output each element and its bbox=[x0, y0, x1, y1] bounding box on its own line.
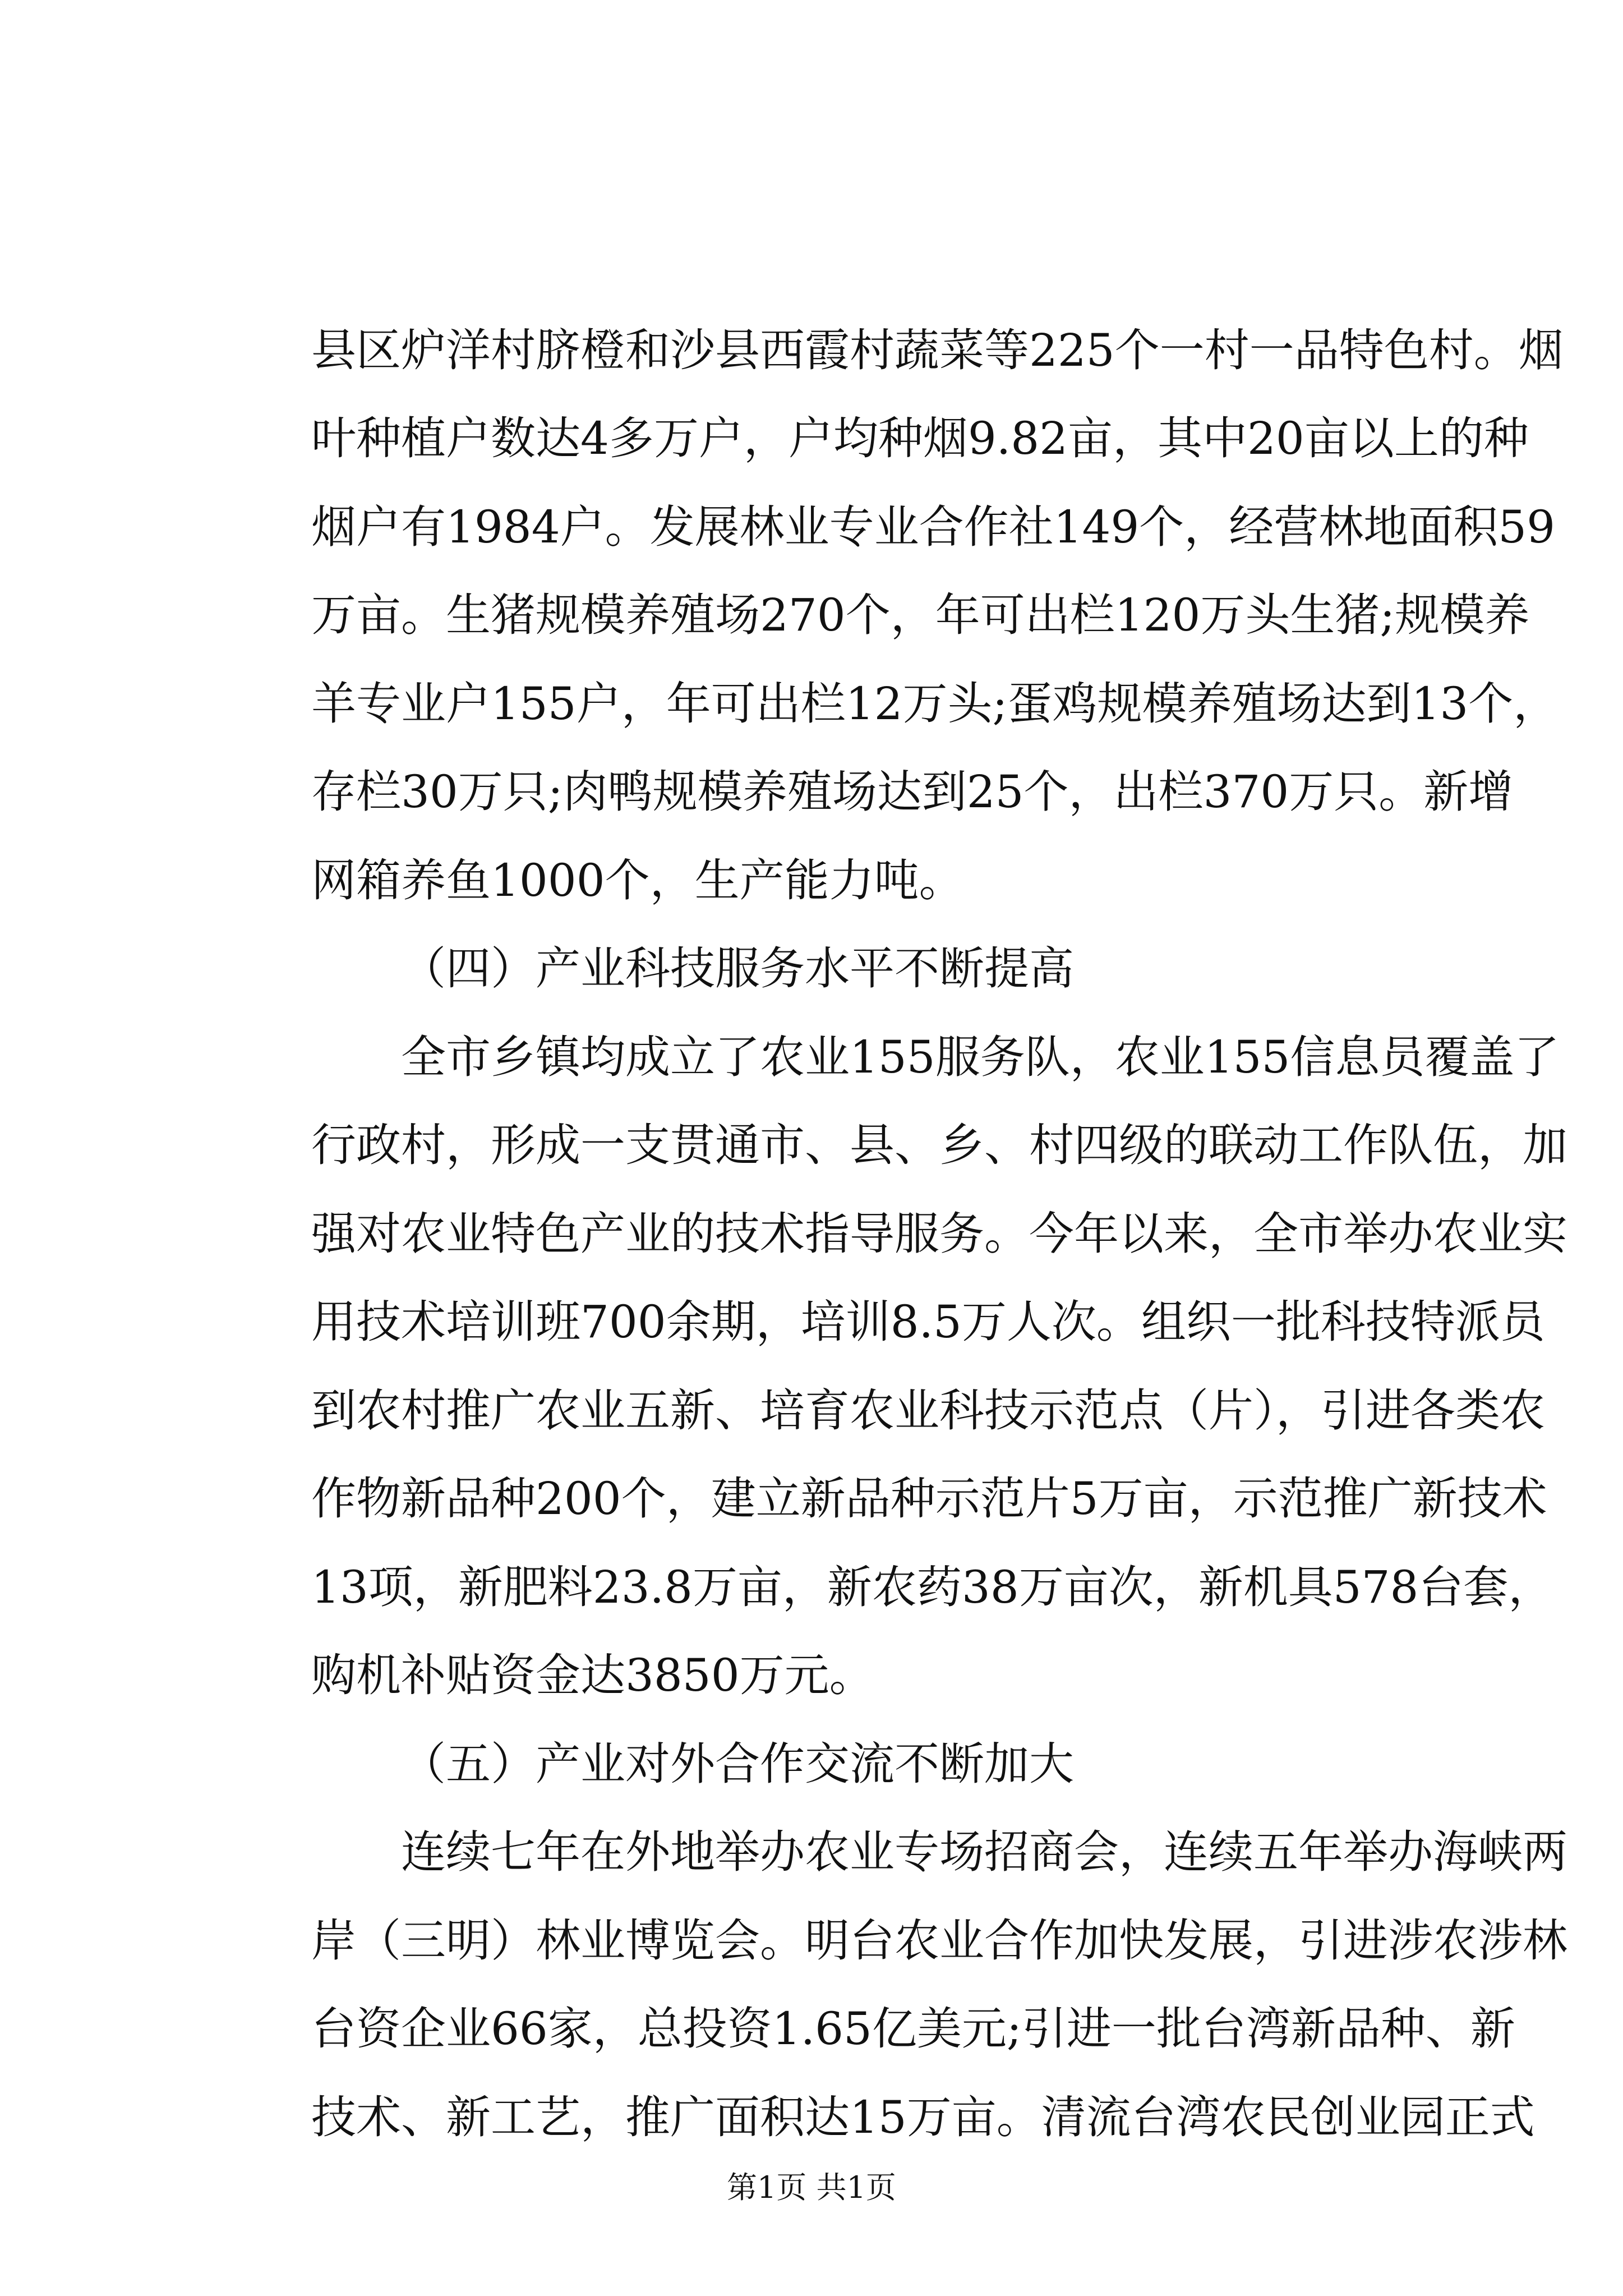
body-line: 全市乡镇均成立了农业155服务队，农业155信息员覆盖了 bbox=[401, 1031, 1560, 1083]
body-line: 叶种植户数达4多万户，户均种烟9.82亩，其中20亩以上的种 bbox=[311, 412, 1529, 464]
body-line: 到农村推广农业五新、培育农业科技示范点（片），引进各类农 bbox=[311, 1384, 1545, 1437]
page-footer: 第1页 共1页 bbox=[727, 2170, 896, 2205]
body-line: 县区炉洋村脐橙和沙县西霞村蔬菜等225个一村一品特色村。烟 bbox=[311, 324, 1564, 376]
body-line: 行政村，形成一支贯通市、县、乡、村四级的联动工作队伍，加 bbox=[311, 1119, 1567, 1171]
body-line: 网箱养鱼1000个，生产能力吨。 bbox=[311, 854, 964, 907]
section-heading: （五）产业对外合作交流不断加大 bbox=[401, 1738, 1074, 1790]
body-line: 用技术培训班700余期，培训8.5万人次。组织一批科技特派员 bbox=[311, 1296, 1545, 1348]
body-line: 羊专业户155户，年可出栏12万头;蛋鸡规模养殖场达到13个， bbox=[311, 678, 1559, 730]
body-line: 连续七年在外地举办农业专场招商会，连续五年举办海峡两 bbox=[401, 1826, 1567, 1878]
body-line: 烟户有1984户。发展林业专业合作社149个，经营林地面积59 bbox=[311, 501, 1556, 553]
body-line: 台资企业66家，总投资1.65亿美元;引进一批台湾新品种、新 bbox=[311, 2003, 1515, 2055]
body-line: 岸（三明）林业博览会。明台农业合作加快发展，引进涉农涉林 bbox=[311, 1915, 1567, 1967]
body-line: 购机补贴资金达3850万元。 bbox=[311, 1649, 874, 1701]
body-line: 技术、新工艺，推广面积达15万亩。清流台湾农民创业园正式 bbox=[311, 2091, 1535, 2143]
body-line: 存栏30万只;肉鸭规模养殖场达到25个，出栏370万只。新增 bbox=[311, 766, 1514, 818]
section-heading: （四）产业科技服务水平不断提高 bbox=[401, 942, 1074, 995]
body-line: 万亩。生猪规模养殖场270个，年可出栏120万头生猪;规模养 bbox=[311, 589, 1530, 641]
body-line: 作物新品种200个，建立新品种示范片5万亩，示范推广新技术 bbox=[311, 1473, 1547, 1525]
body-line: 强对农业特色产业的技术指导服务。今年以来，全市举办农业实 bbox=[311, 1208, 1567, 1260]
body-line: 13项，新肥料23.8万亩，新农药38万亩次，新机具578台套， bbox=[311, 1561, 1553, 1613]
